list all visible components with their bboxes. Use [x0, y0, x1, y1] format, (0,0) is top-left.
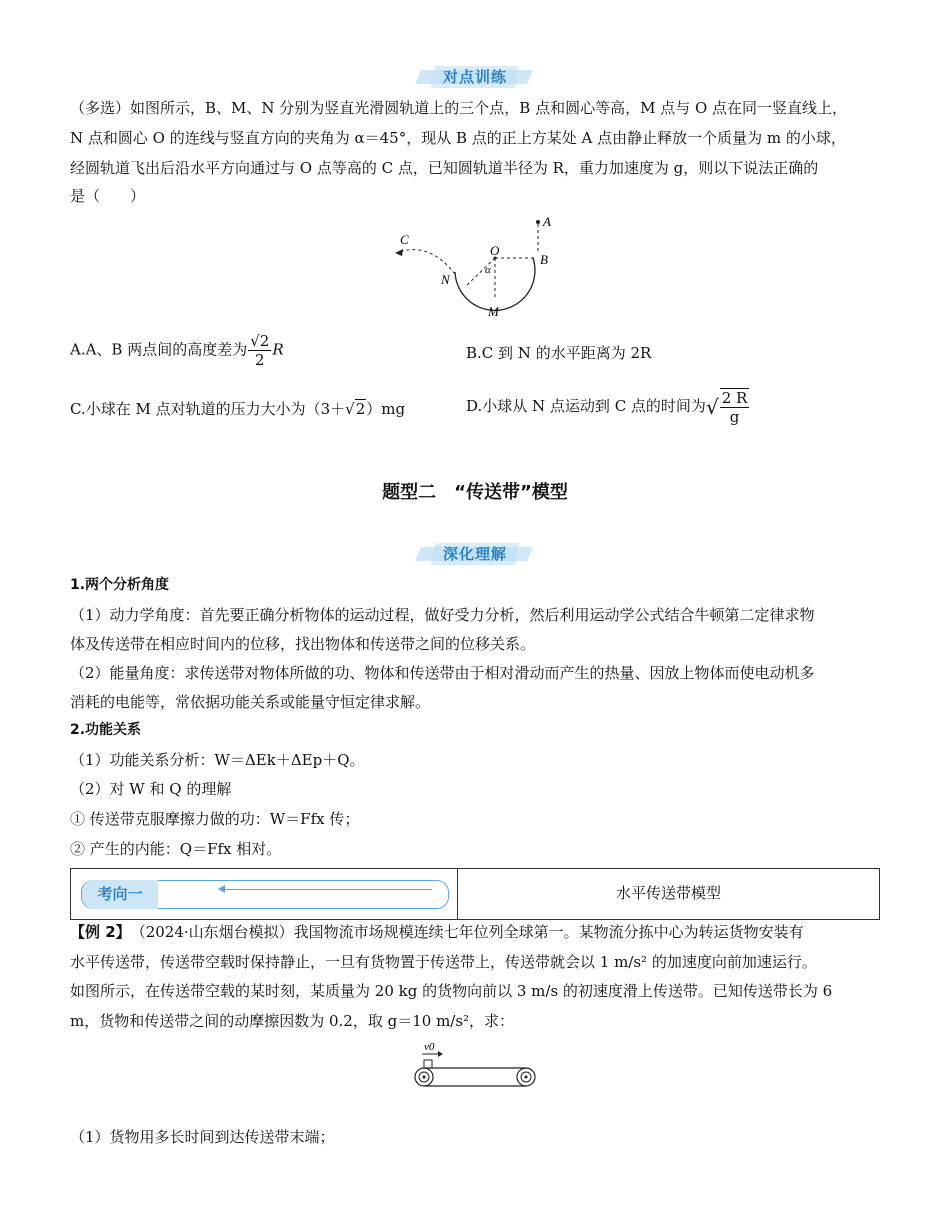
question-line-4: 是（ ） — [70, 187, 146, 205]
conveyor-belt-figure — [410, 1038, 540, 1094]
paragraph-2a: （2）能量角度：求传送带对物体所做的功、物体和传送带由于相对滑动而产生的热量、因放上物体而使电动机多 — [70, 664, 815, 682]
question-line-2: N 点和圆心 O 的连线与竖直方向的夹角为 α＝45°，现从 B 点的正上方某处 A 点由静止释放一个质量为 m 的小球， — [70, 129, 846, 147]
fraction: $\frac{√2}{2}$ — [250, 332, 270, 369]
option-a[interactable]: A.A、B 两点间的高度差为 $\frac{√2}{2}$ R — [70, 332, 284, 369]
option-a-text: A.A、B 两点间的高度差为 — [70, 340, 248, 359]
trajectory-arrow-icon — [395, 249, 403, 256]
section-title: 题型二 “传送带”模型 — [382, 482, 568, 503]
svg-text:C: C — [400, 232, 409, 247]
sub-question-1: （1）货物用多长时间到达传送带末端； — [70, 1128, 335, 1146]
svg-text:A: A — [543, 214, 551, 229]
svg-text:v0: v0 — [424, 1041, 435, 1053]
cargo-box-icon — [424, 1060, 432, 1068]
question-line-3: 经圆轨道飞出后沿水平方向通过与 O 点等高的 C 点，已知圆轨道半径为 R，重力加速度为 g，则以下说法正确的 — [70, 159, 819, 177]
topic-tag — [81, 880, 449, 909]
example-line-4: m，货物和传送带之间的动摩擦因数为 0.2，取 g＝10 m/s²，求： — [70, 1012, 515, 1030]
svg-text:α: α — [485, 264, 491, 276]
formula-2: （2）对 W 和 Q 的理解 — [70, 780, 232, 798]
topic-box — [70, 868, 880, 920]
section-banner-practice — [415, 66, 535, 88]
formula-3: ① 传送带克服摩擦力做的功：W＝Ffx 传； — [70, 810, 360, 828]
svg-text:N: N — [441, 272, 450, 287]
example-line-1: 【例 2】 （2024·山东烟台模拟）我国物流市场规模连续七年位列全球第一。某物流分拣中心为转运货物安装有 — [70, 923, 804, 941]
ball-point-icon — [536, 220, 540, 224]
example-line-3: 如图所示，在传送带空载的某时刻，某质量为 20 kg 的货物向前以 3 m/s 的初速度滑上传送带。已知传送带长为 6 — [70, 982, 833, 1000]
svg-text:O: O — [490, 243, 500, 258]
section-banner-understanding — [415, 543, 535, 565]
paragraph-1a: （1）动力学角度：首先要正确分析物体的运动过程，做好受力分析，然后利用运动学公式结合牛顿第二定律求物 — [70, 606, 815, 624]
paragraph-1b: 体及传送带在相应时间内的位移，找出物体和传送带之间的位移关系。 — [70, 635, 536, 653]
topic-title: 水平传送带模型 — [457, 869, 879, 919]
example-label: 【例 2】 — [70, 923, 124, 941]
subheading-2: 2.功能关系 — [70, 722, 142, 738]
option-c[interactable]: C.小球在 M 点对轨道的压力大小为（3＋√2）mg — [70, 400, 406, 418]
circular-track-figure — [385, 212, 575, 322]
banner-title: 深化理解 — [442, 545, 507, 563]
example-line-2: 水平传送带，传送带空载时保持静止，一旦有货物置于传送带上，传送带就会以 1 m/s² 的加速度向前加速运行。 — [70, 953, 817, 971]
paragraph-2b: 消耗的电能等，常依据功能关系或能量守恒定律求解。 — [70, 693, 431, 711]
formula-1: （1）功能关系分析：W＝ΔEk＋ΔEp＋Q。 — [70, 751, 365, 769]
formula-4: ② 产生的内能：Q＝Ffx 相对。 — [70, 840, 282, 858]
subheading-1: 1.两个分析角度 — [70, 577, 170, 593]
svg-text:B: B — [540, 252, 548, 267]
option-d[interactable]: D.小球从 N 点运动到 C 点的时间为√ $\frac{2 R}{g}$ — [466, 389, 748, 426]
option-b[interactable]: B.C 到 N 的水平距离为 2R — [466, 344, 652, 362]
svg-text:M: M — [488, 304, 499, 319]
topic-tag-label: 考向一 — [82, 880, 158, 909]
question-line-1: （多选）如图所示，B、M、N 分别为竖直光滑圆轨道上的三个点，B 点和圆心等高，M 点与 O 点在同一竖直线上， — [70, 99, 848, 117]
example-source: （2024·山东烟台模拟） — [138, 923, 294, 941]
banner-title: 对点训练 — [442, 68, 507, 86]
